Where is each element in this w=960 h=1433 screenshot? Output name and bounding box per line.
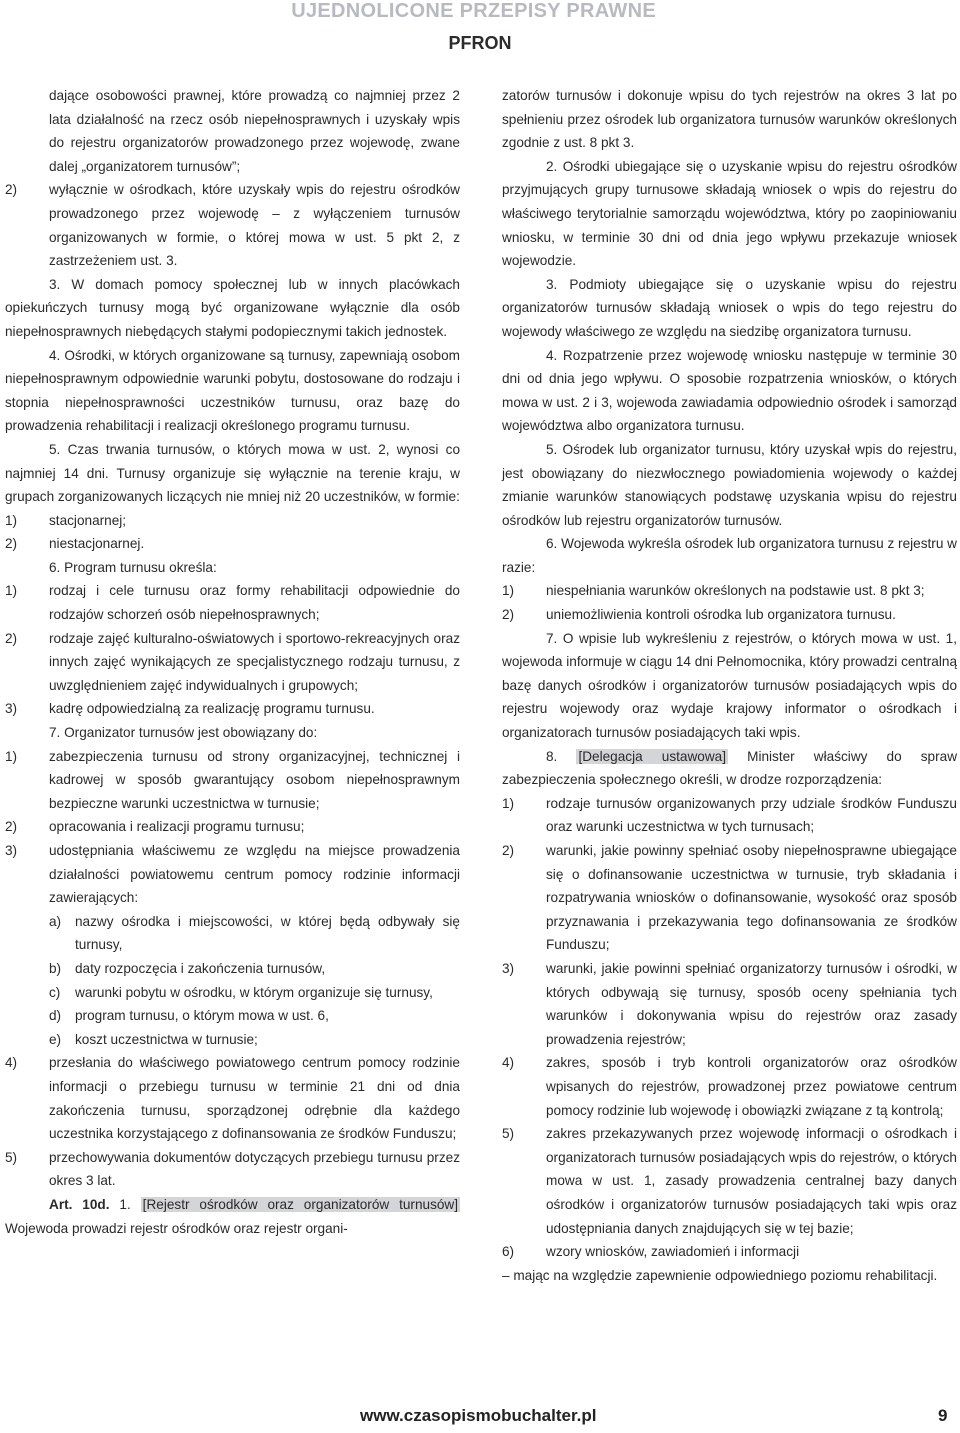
article-title-tag: [Rejestr ośrodków oraz organizatorów turnusów] bbox=[142, 1196, 459, 1212]
paragraph: 6. Wojewoda wykreśla ośrodek lub organizatora turnusu z rejestru w razie: bbox=[502, 536, 957, 575]
list-text: koszt uczestnictwa w turnusie; bbox=[75, 1031, 258, 1047]
list-text: zakres przekazywanych przez wojewodę informacji o ośrodkach i organizatorach turnusów posiadających wpis do rejestrów, o których mowa w ust. 1, zasady prowadzenia centralnej bazy danych ośrodków i organizatorów turnusów posiadających taki wpis oraz udostępniania danych znajdujących się w tej bazie; bbox=[546, 1126, 957, 1236]
list-item bbox=[5, 178, 460, 272]
list-text: warunki, jakie powinni spełniać organizatorzy turnusów i ośrodki, w których odbywają się turnusy, sposób oceny spełniania tych warunków i dokonywania wpisu do rejestrów oraz zasady prowadzenia rejestrów; bbox=[546, 960, 957, 1047]
list-letter: b) bbox=[49, 960, 62, 976]
list-text: kadrę odpowiedzialną za realizację programu turnusu. bbox=[49, 701, 375, 717]
list-text: niestacjonarnej. bbox=[49, 536, 145, 552]
list-number: 2) bbox=[5, 819, 18, 835]
article-paragraph bbox=[5, 1193, 460, 1240]
list bbox=[5, 745, 460, 910]
sub-list-item bbox=[5, 1028, 460, 1052]
article-number: 1. bbox=[119, 1196, 131, 1212]
list-number: 6) bbox=[502, 1244, 515, 1260]
paragraph: 2. Ośrodki ubiegające się o uzyskanie wpisu do rejestru ośrodków przyjmujących grupy turnusowe składają wniosek o wpis do rejestru do właściwego terytorialnie samorządu województwa, który po zaopiniowaniu wniosku, w terminie 30 dni od dnia jego wpływu przekazuje wniosek wojewodzie. bbox=[502, 158, 957, 269]
sub-list-item bbox=[5, 910, 460, 957]
paragraph: 5. Czas trwania turnusów, o których mowa w ust. 2, wynosi co najmniej 14 dni. Turnusy organizuje się wyłącznie na terenie kraju, w grupach zorganizowanych liczących nie mniej niż 20 uczestników, w formie: bbox=[5, 441, 460, 505]
list-text: daty rozpoczęcia i zakończenia turnusów, bbox=[75, 960, 326, 976]
list-letter: d) bbox=[49, 1008, 62, 1024]
sub-list-item bbox=[5, 1004, 460, 1028]
list-item bbox=[5, 745, 460, 816]
section-title: PFRON bbox=[448, 33, 512, 53]
paragraph: 7. O wpisie lub wykreśleniu z rejestrów, o których mowa w ust. 1, wojewoda informuje w ciągu 14 dni Pełnomocnika, który prowadzi centralną bazę danych ośrodków i organizatorów turnusów posiadających wpis do rejestru wojewody oraz wydaje krajowy informator o ośrodkach i organizatorach turnusów posiadających taki wpis. bbox=[502, 630, 957, 741]
list bbox=[502, 579, 957, 626]
list-number: 4) bbox=[5, 1055, 18, 1071]
list-item bbox=[502, 839, 957, 957]
list-number: 2) bbox=[502, 843, 515, 858]
list-item bbox=[5, 839, 460, 910]
list-number: 4) bbox=[502, 1055, 515, 1071]
list bbox=[5, 579, 460, 721]
list-number: 1) bbox=[5, 512, 18, 528]
list-text: przechowywania dokumentów dotyczących przebiegu turnusu przez okres 3 lat. bbox=[49, 1149, 460, 1189]
list-item bbox=[5, 627, 460, 698]
list-text: program turnusu, o którym mowa w ust. 6, bbox=[75, 1008, 329, 1024]
list-text: rodzaje zajęć kulturalno-oświatowych i sportowo-rekreacyjnych oraz innych zajęć wynikających ze specjalistycznego rodzaju turnusu, z uwzględnieniem zajęć indywidualnych i grupowych; bbox=[49, 630, 460, 693]
paragraph: 7. Organizator turnusów jest obowiązany do: bbox=[49, 725, 318, 741]
list-letter: c) bbox=[49, 984, 61, 1000]
paragraph-number: 8. bbox=[546, 748, 558, 764]
paragraph: 3. Podmioty ubiegające się o uzyskanie wpisu do rejestru organizatorów turnusów składają wniosek o wpis do tego rejestru do wojewody właściwego ze względu na siedzibę organizatora turnusu. bbox=[502, 276, 957, 339]
list-item bbox=[502, 1122, 957, 1240]
list-number: 3) bbox=[5, 843, 18, 858]
paragraph: 5. Ośrodek lub organizator turnusu, który uzyskał wpis do rejestru, jest obowiązany do niezwłocznego powiadomienia wojewody o każdej zmianie warunków stanowiących podstawę uzyskania wpisu do rejestru ośrodków lub rejestru organizatorów turnusów. bbox=[502, 441, 957, 528]
list-number: 2) bbox=[5, 182, 18, 198]
list-text: udostępniania właściwemu ze względu na miejsce prowadzenia działalności powiatowemu centrum pomocy rodzinie informacji zawierających: bbox=[49, 843, 460, 906]
list-number: 5) bbox=[5, 1149, 18, 1165]
list-number: 3) bbox=[502, 960, 515, 976]
list-text: uniemożliwienia kontroli ośrodka lub organizatora turnusu. bbox=[546, 607, 896, 623]
article-text: Wojewoda prowadzi rejestr ośrodków oraz rejestr organi- bbox=[5, 1220, 348, 1236]
running-title: UJEDNOLICONE PRZEPISY PRAWNE bbox=[291, 0, 656, 22]
list-number: 2) bbox=[502, 607, 515, 623]
list-item bbox=[502, 957, 957, 1051]
list-item bbox=[502, 1240, 957, 1264]
paragraph: dające osobowości prawnej, które prowadzą co najmniej przez 2 lata działalność na rzecz osób niepełnosprawnych i uzyskały wpis do rejestru organizatorów prowadzonego przez wojewodę, zwane dalej „organizatorem turnusów”; bbox=[49, 88, 460, 174]
sub-list-item bbox=[5, 981, 460, 1005]
list bbox=[502, 792, 957, 1264]
list-text: rodzaj i cele turnusu oraz formy rehabilitacji odpowiednie do rodzajów schorzeń osób niepełnosprawnych; bbox=[49, 583, 460, 623]
list-number: 1) bbox=[5, 583, 18, 599]
list-number: 2) bbox=[5, 630, 18, 646]
list-item bbox=[502, 1051, 957, 1122]
paragraph: 4. Rozpatrzenie przez wojewodę wniosku następuje w terminie 30 dni od dnia jego wpływu. O sposobie rozpatrzenia wniosków, o których mowa w ust. 2 i 3, wojewoda zawiadamia odpowiednio ośrodek i samorząd województwa albo organizatora turnusu. bbox=[502, 347, 957, 434]
page-number: 9 bbox=[938, 1406, 948, 1425]
list-item bbox=[502, 579, 957, 603]
list-item bbox=[5, 815, 460, 839]
list-number: 3) bbox=[5, 701, 18, 717]
list-letter: e) bbox=[49, 1031, 62, 1047]
paragraph: zatorów turnusów i dokonuje wpisu do tych rejestrów na okres 3 lat po spełnieniu przez ośrodek lub organizatora turnusów warunków określonych zgodnie z ust. 8 pkt 3. bbox=[502, 88, 957, 151]
list-item bbox=[5, 579, 460, 626]
paragraph: 4. Ośrodki, w których organizowane są turnusy, zapewniają osobom niepełnosprawnym odpowiednie warunki pobytu, dostosowane do rodzaju i stopnia niepełnosprawności uczestników turnusu, oraz bazę do prowadzenia rehabilitacji i realizacji określonego programu turnusu. bbox=[5, 347, 460, 434]
sub-list-item bbox=[5, 957, 460, 981]
paragraph: 3. W domach pomocy społecznej lub w innych placówkach opiekuńczych turnusy mogą być organizowane wyłącznie dla osób niepełnosprawnych niebędących stałymi podopiecznymi takich jednostek. bbox=[5, 276, 460, 339]
closing-paragraph: – mając na względzie zapewnienie odpowiedniego poziomu rehabilitacji. bbox=[502, 1267, 938, 1283]
list-text: warunki, jakie powinny spełniać osoby niepełnosprawne ubiegające się o dofinansowanie uczestnictwa w turnusie, tryb składania i rozpatrywania wniosków o dofinansowanie, wysokość oraz sposób przyznawania i przekazywania tego dofinansowania ze środków Funduszu; bbox=[546, 843, 957, 953]
list-letter: a) bbox=[49, 913, 62, 929]
list-number: 2) bbox=[5, 536, 18, 552]
list bbox=[5, 509, 460, 556]
list bbox=[5, 1051, 460, 1193]
right-column bbox=[502, 84, 957, 1287]
paragraph: 6. Program turnusu określa: bbox=[49, 559, 217, 575]
list-text: zabezpieczenia turnusu od strony organizacyjnej, technicznej i kadrowej w sposób gwarantujący osobom niepełnosprawnym bezpieczne warunki uczestnictwa w turnusie; bbox=[49, 748, 460, 811]
list-item bbox=[502, 603, 957, 627]
website-url: www.czasopismobuchalter.pl bbox=[360, 1406, 597, 1425]
list-item bbox=[502, 792, 957, 839]
list-item bbox=[5, 509, 460, 533]
list-item bbox=[5, 1146, 460, 1193]
article-label: Art. 10d. bbox=[49, 1196, 110, 1212]
list-number: 5) bbox=[502, 1126, 515, 1142]
list-number: 1) bbox=[502, 583, 515, 599]
list-text: opracowania i realizacji programu turnusu; bbox=[49, 819, 305, 835]
list-text: niespełniania warunków określonych na podstawie ust. 8 pkt 3; bbox=[546, 583, 925, 599]
left-column bbox=[5, 84, 460, 1240]
list-text: wyłącznie w ośrodkach, które uzyskały wpis do rejestru ośrodków prowadzonego przez wojewodę – z wyłączeniem turnusów organizowanych w formie, o której mowa w ust. 5 pkt 2, z zastrzeżeniem ust. 3. bbox=[49, 182, 460, 269]
list-number: 1) bbox=[502, 795, 515, 811]
list-text: nazwy ośrodka i miejscowości, w której będą odbywały się turnusy, bbox=[75, 913, 460, 953]
list-text: wzory wniosków, zawiadomień i informacji bbox=[546, 1244, 800, 1260]
list-text: stacjonarnej; bbox=[49, 512, 127, 528]
sub-list bbox=[5, 910, 460, 1052]
list-text: przesłania do właściwego powiatowego centrum pomocy rodzinie informacji o przebiegu turnusu w terminie 21 dni od dnia zakończenia turnusu, sporządzonej odrębnie dla każdego uczestnika korzystającego z dofinansowania ze środków Funduszu; bbox=[49, 1055, 460, 1142]
delegation-tag: [Delegacja ustawowa] bbox=[578, 748, 727, 764]
delegation-paragraph bbox=[502, 745, 957, 792]
list-number: 1) bbox=[5, 748, 18, 764]
paragraph-text: Minister właściwy do spraw zabezpieczenia społecznego określi, w drodze rozporządzenia: bbox=[502, 748, 958, 788]
list-item bbox=[5, 697, 460, 721]
list-text: zakres, sposób i tryb kontroli organizatorów oraz ośrodków wpisanych do rejestrów, prowadzonej przez powiatowe centrum pomocy rodzinie lub wojewodę i obowiązki związane z tą kontrolą; bbox=[546, 1055, 957, 1118]
list-text: warunki pobytu w ośrodku, w którym organizuje się turnusy, bbox=[75, 984, 433, 1000]
list-text: rodzaje turnusów organizowanych przy udziale środków Funduszu oraz warunki uczestnictwa w tych turnusach; bbox=[546, 795, 957, 835]
list-item bbox=[5, 1051, 460, 1145]
list-item bbox=[5, 532, 460, 556]
